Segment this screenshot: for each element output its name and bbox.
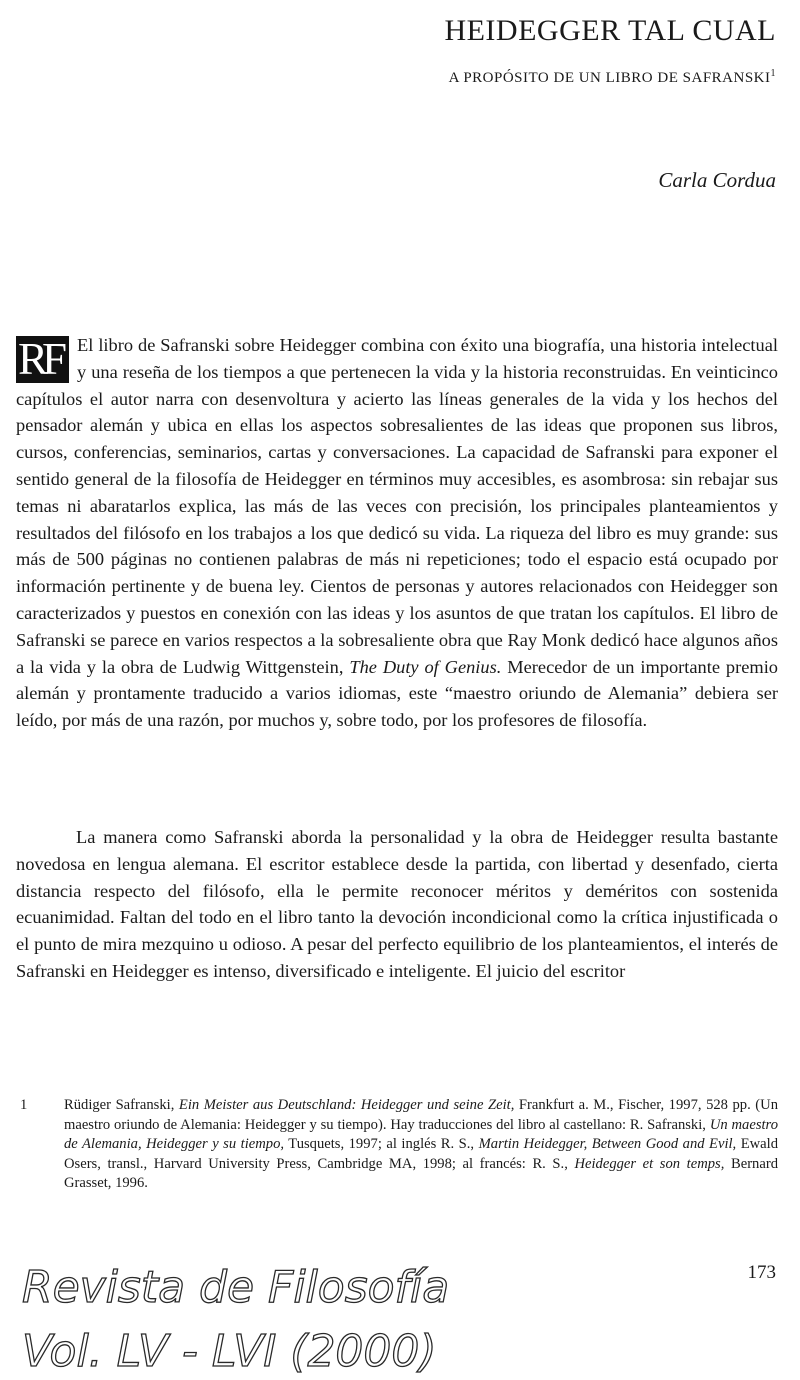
- article-subtitle: [449, 68, 776, 87]
- author-name: Carla Cordua: [658, 168, 776, 192]
- article-title: HEIDEGGER TAL CUAL: [444, 14, 776, 47]
- footnote-part-5: Bernard Grasset, 1996.: [64, 1155, 778, 1192]
- paragraph-1-end: Merecedor de un importante premio alemán y prontamente traducido a varios idiomas, este “maestro oriundo de Alemania” debiera ser leído, por más de una razón, por muchos y, sobre todo, por los profesores de filosofía.: [16, 656, 778, 731]
- footnote-italic-2: Un maestro de Alemania, Heidegger y su tiempo,: [64, 1116, 778, 1153]
- paragraph-2: La manera como Safranski aborda la personalidad y la obra de Heidegger resulta bastante novedosa en lengua alemana. El escritor establece desde la partida, con libertad y desenfado, cierta distancia respecto del filósofo, ella le permite reconocer méritos y deméritos con sostenida ecuanimidad. Faltan del todo en el libro tanto la devoción incondicional como la crítica injustificada o el punto de mira mezquino u odioso. A pesar del perfecto equilibrio de los planteamientos, el interés de Safranski en Heidegger es intenso, diversificado e inteligente. El juicio del escritor: [16, 827, 778, 981]
- handwritten-annotation: [22, 1258, 742, 1378]
- footnote-part-3: Tusquets, 1997; al inglés R. S.,: [288, 1136, 475, 1153]
- footnote-italic-4: Heidegger et son temps,: [574, 1155, 725, 1172]
- footnote-part-4: Ewald Osers, transl., Harvard University Press, Cambridge MA, 1998; al francés: R. S.,: [64, 1136, 779, 1172]
- footnote-italic-1: Ein Meister aus Deutschland: Heidegger und seine Zeit,: [178, 1097, 515, 1113]
- footnote-number: 1: [20, 1097, 28, 1113]
- drop-cap: RF: [16, 336, 69, 383]
- footnote-part-1: Rüdiger Safranski,: [64, 1097, 175, 1113]
- footnote-part-2: Frankfurt a. M., Fischer, 1997, 528 pp. (Un maestro oriundo de Alemania: Heidegger y su tiempo). Hay traducciones del libro al castellano: R. Safranski,: [64, 1097, 779, 1133]
- handwritten-line-2: Vol. LV - LVI (2000): [22, 1326, 437, 1377]
- paragraph-1-text: El libro de Safranski sobre Heidegger combina con éxito una biografía, una historia intelectual y una reseña de los tiempos a que pertenecen la vida y la historia reconstruidas. En veinticinco capítulos el autor narra con desenvoltura y acierto las líneas generales de la vida y los hechos del pensador alemán y ubica en ellas los aspectos sobresalientes de las ideas que proponen sus libros, cursos, conferencias, seminarios, cartas y conversaciones. La capacidad de Safranski para exponer el sentido general de la filosofía de Heidegger en términos muy accesibles, es asombrosa: sin rebajar sus temas ni abaratarlos explica, las más de las veces con precisión, los principales planteamientos y resultados del filósofo en los trabajos a los que dedicó su vida. La riqueza del libro es muy grande: sus más de 500 páginas no contienen palabras de más ni repeticiones; todo el espacio está ocupado por información pertinente y de buena ley. Cientos de personas y autores relacionados con Heidegger son caracterizados y puestos en conexión con las ideas y los asuntos de que tratan los capítulos. El libro de Safranski se parece en varios respectos a la sobresaliente obra que Ray Monk dedicó hace algunos años a la vida y la obra de Ludwig Wittgenstein,: [16, 335, 778, 677]
- page-number: 173: [747, 1262, 776, 1283]
- subtitle-text: A PROPÓSITO DE UN LIBRO DE SAFRANSKI: [448, 70, 771, 86]
- footnote-text: [64, 1096, 778, 1194]
- paragraph-1: [16, 332, 778, 734]
- footnote: [16, 1096, 778, 1194]
- book-title-duty-of-genius: The Duty of Genius.: [349, 656, 502, 677]
- footnote-italic-3: Martin Heidegger, Between Good and Evil,: [478, 1136, 737, 1153]
- footnote-marker: 1: [770, 68, 776, 79]
- handwritten-line-1: Revista de Filosofía: [22, 1262, 450, 1313]
